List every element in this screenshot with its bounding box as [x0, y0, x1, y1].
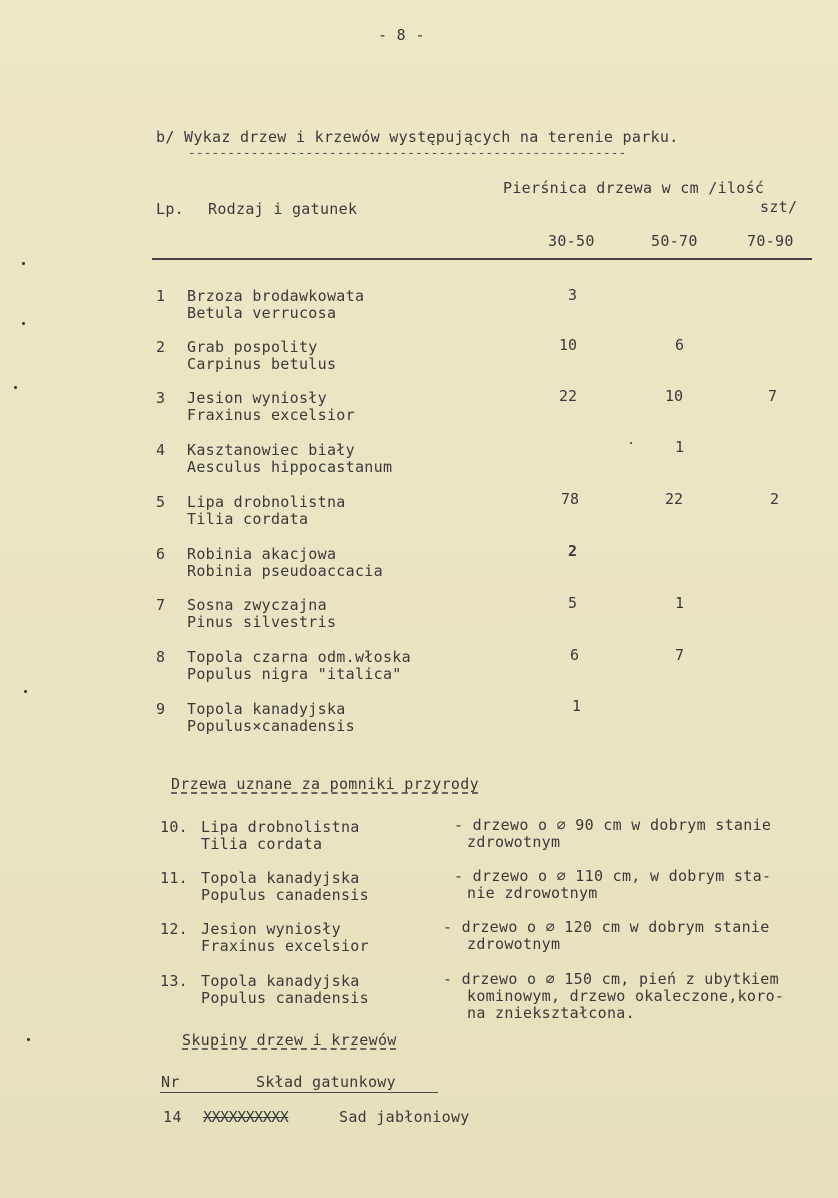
monument-polish-name: Topola kanadyjska — [201, 869, 360, 887]
scan-speck — [14, 386, 17, 389]
row-lp: 2 — [156, 338, 166, 356]
column-header-group-line2: szt/ — [760, 198, 798, 216]
row-polish-name: Topola kanadyjska — [187, 700, 346, 718]
group-species-name: Sad jabłoniowy — [339, 1108, 470, 1126]
row-value-70-90: 2 — [770, 490, 780, 508]
column-header-sklad: Skład gatunkowy — [256, 1073, 396, 1091]
row-value-30-50: 5 — [568, 594, 578, 612]
row-value-30-50: 78 — [561, 490, 580, 508]
monument-latin-name: Tilia cordata — [201, 835, 323, 853]
row-value-30-50: 1 — [572, 697, 582, 715]
monument-number: 12. — [160, 920, 188, 938]
row-value-30-50: 22 — [559, 387, 578, 405]
row-lp: 4 — [156, 441, 166, 459]
row-lp: 3 — [156, 389, 166, 407]
row-latin-name: Tilia cordata — [187, 510, 309, 528]
column-header-group-line1: Pierśnica drzewa w cm /ilość — [503, 179, 765, 197]
row-polish-name: Topola czarna odm.włoska — [187, 648, 411, 666]
monument-latin-name: Populus canadensis — [201, 886, 369, 904]
row-value-30-50: 3 — [568, 286, 578, 304]
monument-description-line2: zdrowotnym — [467, 935, 561, 953]
row-value-70-90: 7 — [768, 387, 778, 405]
scan-speck — [22, 322, 25, 325]
struck-out-text: XXXXXXXXXX — [203, 1108, 289, 1126]
monument-description-line1: - drzewo o ⌀ 150 cm, pień z ubytkiem — [443, 970, 779, 988]
scan-speck — [630, 442, 632, 444]
row-latin-name: Carpinus betulus — [187, 355, 337, 373]
monument-number: 10. — [160, 818, 188, 836]
row-latin-name: Aesculus hippocastanum — [187, 458, 393, 476]
monument-polish-name: Topola kanadyjska — [201, 972, 360, 990]
monument-description-line3: na zniekształcona. — [467, 1004, 635, 1022]
row-polish-name: Brzoza brodawkowata — [187, 287, 365, 305]
monument-description-line1: - drzewo o ⌀ 110 cm, w dobrym sta- — [454, 867, 772, 885]
row-value-30-50: 10 — [559, 336, 578, 354]
row-value-50-70: 1 — [675, 438, 685, 456]
row-latin-name: Robinia pseudoaccacia — [187, 562, 383, 580]
monument-latin-name: Populus canadensis — [201, 989, 369, 1007]
range-header-1: 30-50 — [548, 232, 595, 250]
section-title-underline: -------------------------------------------------------- — [188, 146, 627, 161]
row-polish-name: Sosna zwyczajna — [187, 596, 327, 614]
row-lp: 7 — [156, 596, 166, 614]
row-polish-name: Kasztanowiec biały — [187, 441, 355, 459]
row-polish-name: Lipa drobnolistna — [187, 493, 346, 511]
range-header-2: 50-70 — [651, 232, 698, 250]
scan-speck — [27, 1038, 30, 1041]
monument-polish-name: Jesion wyniosły — [201, 920, 341, 938]
row-value-30-50: 2 — [568, 542, 578, 560]
row-latin-name: Betula verrucosa — [187, 304, 337, 322]
page-number: - 8 - — [378, 26, 425, 44]
row-lp: 8 — [156, 648, 166, 666]
row-polish-name: Robinia akacjowa — [187, 545, 337, 563]
row-lp: 9 — [156, 700, 166, 718]
row-polish-name: Jesion wyniosły — [187, 389, 327, 407]
scan-speck — [22, 262, 25, 265]
group-number: 14 — [163, 1108, 182, 1126]
column-header-name: Rodzaj i gatunek — [208, 200, 358, 218]
scan-speck — [24, 690, 27, 693]
row-value-30-50: 6 — [570, 646, 580, 664]
row-value-50-70: 22 — [665, 490, 684, 508]
row-lp: 5 — [156, 493, 166, 511]
monument-polish-name: Lipa drobnolistna — [201, 818, 360, 836]
monument-number: 13. — [160, 972, 188, 990]
row-lp: 6 — [156, 545, 166, 563]
groups-heading: Skupiny drzew i krzewów — [182, 1031, 397, 1049]
row-latin-name: Populus nigra "italica" — [187, 665, 402, 683]
monument-description-line2: zdrowotnym — [467, 833, 561, 851]
monument-description-line1: - drzewo o ⌀ 90 cm w dobrym stanie — [454, 816, 772, 834]
monument-number: 11. — [160, 869, 188, 887]
monuments-heading: Drzewa uznane za pomniki przyrody — [171, 775, 479, 793]
monument-description-line1: - drzewo o ⌀ 120 cm w dobrym stanie — [443, 918, 770, 936]
column-header-nr: Nr — [161, 1073, 180, 1091]
groups-header-underline — [160, 1092, 438, 1093]
row-value-50-70: 1 — [675, 594, 685, 612]
row-lp: 1 — [156, 287, 166, 305]
row-latin-name: Populus×canadensis — [187, 717, 355, 735]
section-title: b/ Wykaz drzew i krzewów występujących na terenie parku. — [156, 128, 679, 146]
table-header-rule — [152, 258, 812, 260]
monument-description-line2: kominowym, drzewo okaleczone,koro- — [467, 987, 785, 1005]
monument-description-line2: nie zdrowotnym — [467, 884, 598, 902]
row-value-50-70: 10 — [665, 387, 684, 405]
monument-latin-name: Fraxinus excelsior — [201, 937, 369, 955]
row-value-50-70: 6 — [675, 336, 685, 354]
row-latin-name: Pinus silvestris — [187, 613, 337, 631]
column-header-lp: Lp. — [156, 200, 184, 218]
range-header-3: 70-90 — [747, 232, 794, 250]
row-value-50-70: 7 — [675, 646, 685, 664]
row-latin-name: Fraxinus excelsior — [187, 406, 355, 424]
row-polish-name: Grab pospolity — [187, 338, 318, 356]
